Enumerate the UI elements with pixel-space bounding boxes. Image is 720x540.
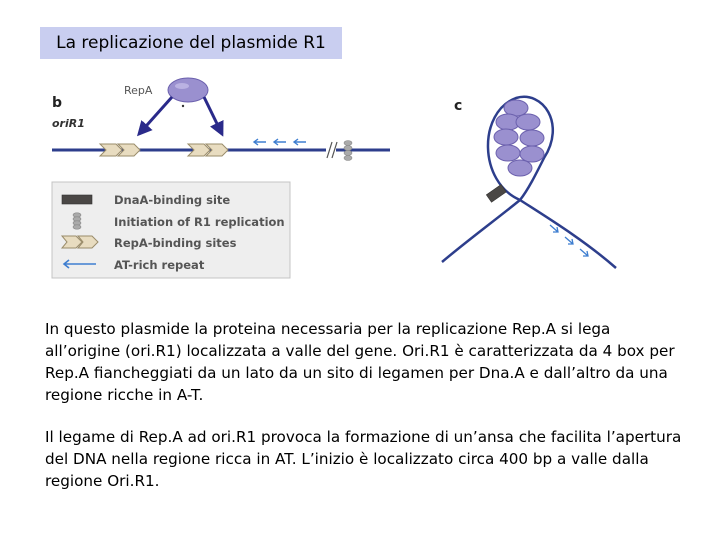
legend-label-dnaa: DnaA-binding site (114, 193, 231, 207)
at-rich-arrows (254, 139, 306, 145)
legend-label-initiation: Initiation of R1 replication (114, 215, 285, 229)
gray-helix-icon (73, 213, 81, 229)
beige-double-arrow-icon (62, 236, 98, 248)
panel-b-label: b (52, 95, 63, 111)
repa-protein (168, 78, 208, 107)
repa-label: RepA (124, 84, 153, 97)
panel-c-label: c (454, 98, 463, 114)
dark-box-icon (62, 195, 92, 204)
slide-title: La replicazione del plasmide R1 (40, 27, 342, 59)
binding-arrow-right (204, 97, 222, 134)
repa-cluster (494, 100, 544, 176)
legend-label-at: AT-rich repeat (114, 258, 205, 272)
dnaa-box-on-loop (486, 185, 506, 203)
legend-item-repa (62, 236, 237, 250)
description-paragraph-1: In questo plasmide la proteina necessaria per la replicazione Rep.A si lega all’origine (ori.R1) localizzata a valle del gene. Ori.R1 è caratterizzata da 4 box per Rep.A fiancheggiati da un lato da un sito di legamen per Dna.A e dall’altro da una regione ricche in A-T. (45, 320, 675, 404)
binding-arrow-left (139, 97, 172, 134)
description-paragraph-2: Il legame di Rep.A ad ori.R1 provoca la formazione di un’ansa che facilita l’apertura del DNA nella regione ricca in AT. L’inizio è localizzato circa 400 bp a valle dalla regione Ori.R1. (45, 428, 682, 490)
plasmid-replication-figure (38, 72, 638, 284)
legend-label-repa: RepA-binding sites (114, 236, 237, 250)
legend (52, 182, 290, 278)
origin-label: oriR1 (52, 117, 85, 130)
